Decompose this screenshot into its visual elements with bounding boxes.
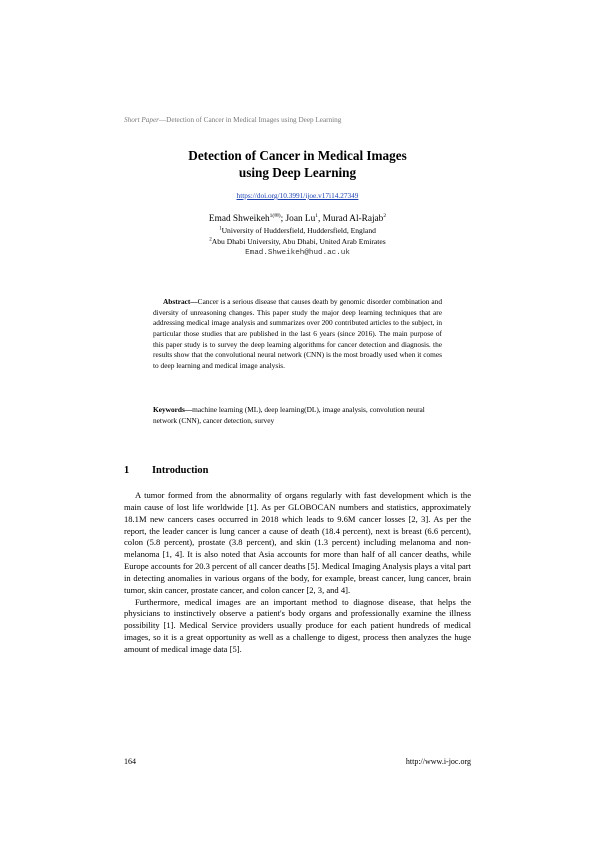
- author-email[interactable]: Emad.Shweikeh@hud.ac.uk: [245, 249, 350, 257]
- body-text: [124, 490, 471, 656]
- abstract: [153, 297, 442, 372]
- keywords-text: machine learning (ML), deep learning(DL), image analysis, convolution neural network (CNN), cancer detection, survey: [153, 405, 425, 425]
- running-head-title: —Detection of Cancer in Medical Images using Deep Learning: [158, 116, 342, 124]
- author-3-mark: 2: [383, 213, 387, 219]
- author-1: Emad Shweikeh: [208, 214, 270, 225]
- affiliation-1-text: University of Huddersfield, Huddersfield, England: [221, 226, 376, 235]
- section-number: 1: [124, 465, 130, 476]
- paper-title-line-1: Detection of Cancer in Medical Images: [188, 148, 407, 163]
- paragraph-2: Furthermore, medical images are an important method to diagnose disease, that helps the physicians to instinctively observe a patient's body organs and professionally examine the illness possibility [1]. Medical Service providers usually produce for each patient hundreds of medical images, so it is a great opportunity as well as a challenge to digest, process then analyzes the huge amount of medical image data [5].: [124, 596, 471, 654]
- journal-url[interactable]: http://www.i-joc.org: [405, 757, 471, 766]
- running-head: [124, 116, 341, 124]
- keywords: [153, 405, 442, 426]
- running-head-label: Short Paper: [124, 116, 159, 124]
- paragraph-1: A tumor formed from the abnormality of organs regularly with fast development which is the main cause of lost life worldwide [1]. As per GLOBOCAN numbers and statistics, approximately 18.1M new cancers cases occurred in 2018 which leads to 9.6M cancer losses [2, 3]. As per the report, the leader cancer is lung cancer a cause of death (18.4 percent), next is breast (6.6 percent), colon (5.8 percent), prostate (3.8 percent), and skin (1.3 percent) including melanoma and non-melanoma [1, 4]. It is also noted that Asia accounts for more than half of all cancer deaths, while Europe accounts for 20.3 percent of all cancer deaths [5]. Medical Imaging Analysis plays a vital part in detecting anomalies in various organs of the body, for example, breast cancer, lung cancer, brain tumor, skin cancer, prostate cancer, and colon cancer [2, 3, and 4].: [124, 490, 471, 595]
- affiliation-2-text: Abu Dhabi University, Abu Dhabi, United Arab Emirates: [211, 237, 386, 246]
- section-heading: [124, 465, 208, 476]
- author-2-mark: 1: [315, 213, 318, 219]
- paper-title-line-2: using Deep Learning: [238, 165, 357, 180]
- author-3: , Murad Al-Rajab: [318, 214, 384, 225]
- keywords-label: Keywords—: [153, 405, 193, 414]
- page-number: 164: [124, 757, 136, 766]
- abstract-label: Abstract—: [163, 297, 198, 306]
- author-1-mark: 1(✉): [269, 213, 281, 219]
- author-list: [124, 213, 471, 224]
- doi-link[interactable]: https://doi.org/10.3991/ijoe.v17i14.27349: [236, 191, 359, 200]
- section-title: Introduction: [152, 465, 209, 476]
- affiliation-1: [124, 226, 471, 235]
- affiliation-1-mark: 1: [219, 226, 222, 232]
- affiliation-2: [124, 237, 471, 246]
- author-2: ; Joan Lu: [280, 214, 316, 225]
- paper-title: [124, 147, 471, 181]
- abstract-text: Cancer is a serious disease that causes death by genomic disorder combination and diversity of unreasoning changes. This paper study the major deep learning techniques that are addressing medical image analysis and summarizes over 200 contributed articles to the subject, in particular those studies that are published in the last 6 years (since 2016). The main purpose of this paper study is to survey the deep learning algorithms for cancer detection and diagnosis. the results show that the convolutional neural network (CNN) is the most broadly used when it comes to deep learning and medical image analysis.: [153, 297, 442, 370]
- affiliation-2-mark: 2: [209, 237, 212, 243]
